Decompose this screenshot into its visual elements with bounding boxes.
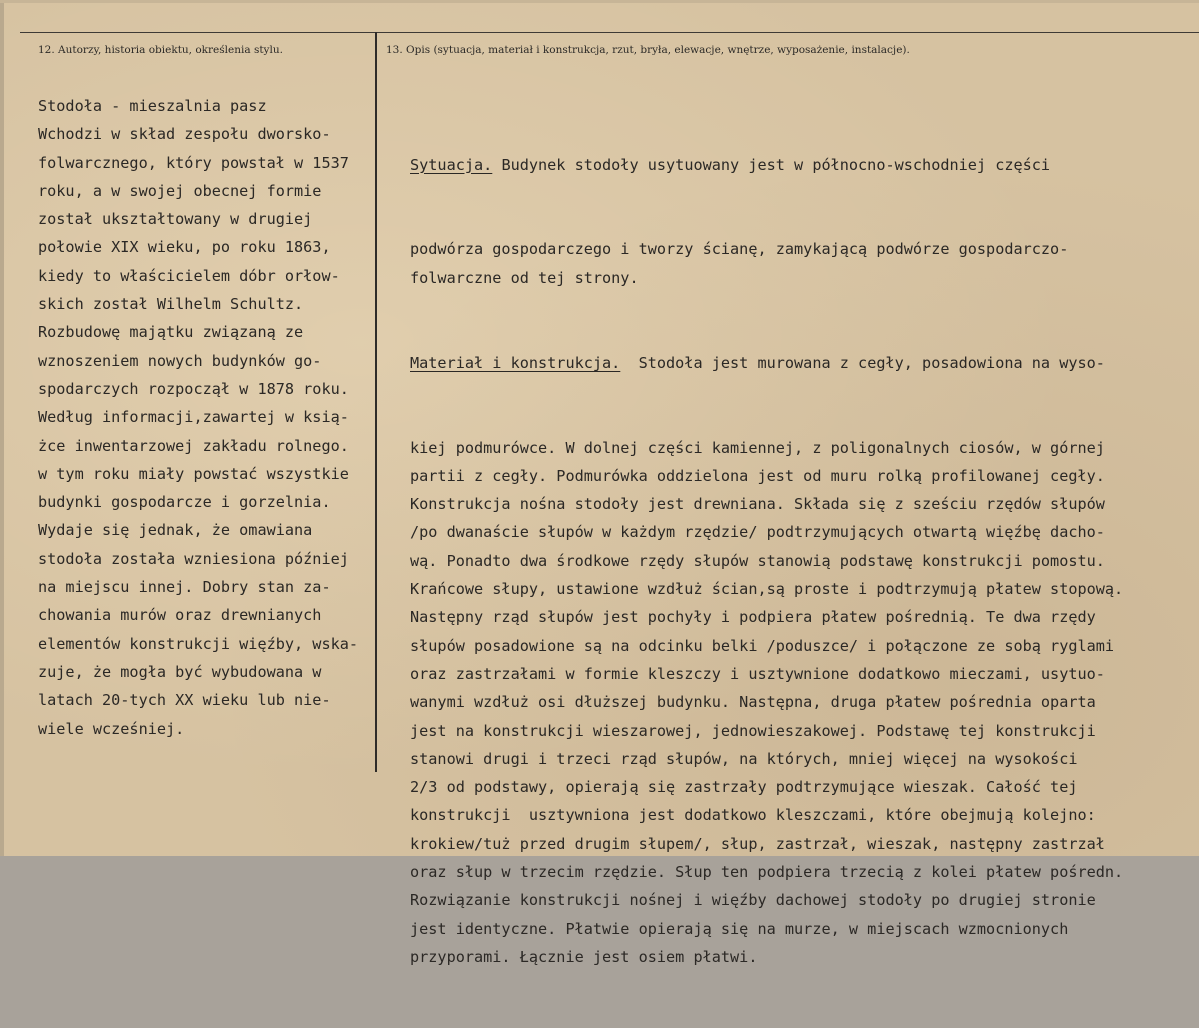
situation-text-line: podwórza gospodarczego i tworzy ścianę, zamykającą podwórze gospodarczo- <box>410 240 1069 259</box>
situation-heading: Sytuacja. <box>410 155 493 174</box>
situation-text-line: folwarczne od tej strony. <box>410 268 639 287</box>
history-text-line: na miejscu innej. Dobry stan za- <box>38 578 331 597</box>
situation-line <box>410 151 1199 179</box>
history-text-line: Stodoła - mieszalnia pasz <box>38 97 267 115</box>
history-text-line: chowania murów oraz drewnianych <box>38 606 322 625</box>
construction-text-line: słupów posadowione są na odcinku belki /poduszce/ i połączone ze sobą ryglami <box>410 636 1115 655</box>
material-line <box>410 349 1199 377</box>
construction-text-line: jest identyczne. Płatwie opierają się na murze, w miejscach wzmocnionych <box>410 919 1069 938</box>
history-text-line: wiele wcześniej. <box>38 719 185 738</box>
material-text: Stodoła jest murowana z cegły, posadowiona na wyso- <box>620 353 1105 372</box>
construction-text-line: wanymi wzdłuż osi dłuższej budynku. Następna, druga płatew pośrednia oparta <box>410 693 1096 712</box>
construction-text-line: oraz zastrzałami w formie kleszczy i usztywnione dodatkowo mieczami, usytuo- <box>410 664 1105 683</box>
construction-text-line: partii z cegły. Podmurówka oddzielona jest od muru rolką profilowanej cegły. <box>410 466 1105 485</box>
history-text-line: kiedy to właścicielem dóbr orłow- <box>38 266 340 285</box>
construction-text-line: 2/3 od podstawy, opierają się zastrzały podtrzymujące wieszak. Całość tej <box>410 778 1078 797</box>
history-text-line: elementów konstrukcji więźby, wska- <box>38 634 359 653</box>
construction-text-line: Rozwiązanie konstrukcji nośnej i więźby dachowej stodoły po drugiej stronie <box>410 891 1096 910</box>
history-text-line: Według informacji,zawartej w ksią- <box>38 408 349 427</box>
construction-text-line: przyporami. Łącznie jest osiem płatwi. <box>410 947 758 966</box>
history-text-line: w tym roku miały powstać wszystkie <box>38 464 349 483</box>
construction-text-line: Krańcowe słupy, ustawione wzdłuż ścian,są proste i podtrzymują płatew stopową. <box>410 580 1124 599</box>
construction-text-line: oraz słup w trzecim rzędzie. Słup ten podpiera trzecią z kolei płatew pośredn. <box>410 863 1124 882</box>
construction-text-line: Konstrukcja nośna stodoły jest drewniana. Składa się z sześciu rzędów słupów <box>410 495 1105 514</box>
history-text-line: budynki gospodarcze i gorzelnia. <box>38 493 331 512</box>
header-rule <box>20 32 1199 33</box>
construction-text-line: krokiew/tuż przed drugim słupem/, słup, zastrzał, wieszak, następny zastrzał <box>410 834 1105 853</box>
history-text-line: latach 20-tych XX wieku lub nie- <box>38 691 331 710</box>
sheet-top-edge <box>0 0 1199 3</box>
history-text-line: stodoła została wzniesiona później <box>38 549 349 568</box>
history-text-line: zuje, że mogła być wybudowana w <box>38 662 322 681</box>
section-12-header: 12. Autorzy, historia obiektu, określenia stylu. <box>38 44 283 56</box>
column-divider <box>375 32 377 772</box>
history-text-line: wznoszeniem nowych budynków go- <box>38 351 322 370</box>
situation-text: Budynek stodoły usytuowany jest w północno-wschodniej części <box>492 155 1051 174</box>
construction-text-line: konstrukcji usztywniona jest dodatkowo kleszczami, które obejmują kolejno: <box>410 806 1096 825</box>
construction-text-line: Następny rząd słupów jest pochyły i podpiera płatew pośrednią. Te dwa rzędy <box>410 608 1096 627</box>
history-text-line: folwarcznego, który powstał w 1537 <box>38 153 349 172</box>
material-heading: Materiał i konstrukcja. <box>410 353 621 372</box>
section-13-header: 13. Opis (sytuacja, materiał i konstrukcja, rzut, bryła, elewacje, wnętrze, wyposażenie, instalacje). <box>386 44 910 56</box>
history-text-line: Wchodzi w skład zespołu dworsko- <box>38 125 331 144</box>
description-column <box>410 94 1199 1028</box>
construction-text-line: wą. Ponadto dwa środkowe rzędy słupów stanowią podstawę konstrukcji pomostu. <box>410 551 1105 570</box>
history-text-line: Rozbudowę majątku związaną ze <box>38 323 304 342</box>
history-text-line: spodarczych rozpoczął w 1878 roku. <box>38 379 349 398</box>
history-text-line: żce inwentarzowej zakładu rolnego. <box>38 436 349 455</box>
construction-text-line: /po dwanaście słupów w każdym rzędzie/ podtrzymujących otwartą więźbę dacho- <box>410 523 1105 542</box>
history-text-line: połowie XIX wieku, po roku 1863, <box>38 238 331 257</box>
history-column <box>38 92 374 743</box>
history-text-line: roku, a w swojej obecnej formie <box>38 181 322 200</box>
construction-text-line: stanowi drugi i trzeci rząd słupów, na których, mniej więcej na wysokości <box>410 749 1078 768</box>
history-text-line: został ukształtowany w drugiej <box>38 210 313 229</box>
history-text-line: Wydaje się jednak, że omawiana <box>38 521 313 540</box>
construction-text-line: jest na konstrukcji wieszarowej, jednowieszakowej. Podstawę tej konstrukcji <box>410 721 1096 740</box>
history-text-line: skich został Wilhelm Schultz. <box>38 295 304 314</box>
construction-text-line: kiej podmurówce. W dolnej części kamiennej, z poligonalnych ciosów, w górnej <box>410 438 1105 457</box>
sheet-left-edge <box>0 0 4 856</box>
